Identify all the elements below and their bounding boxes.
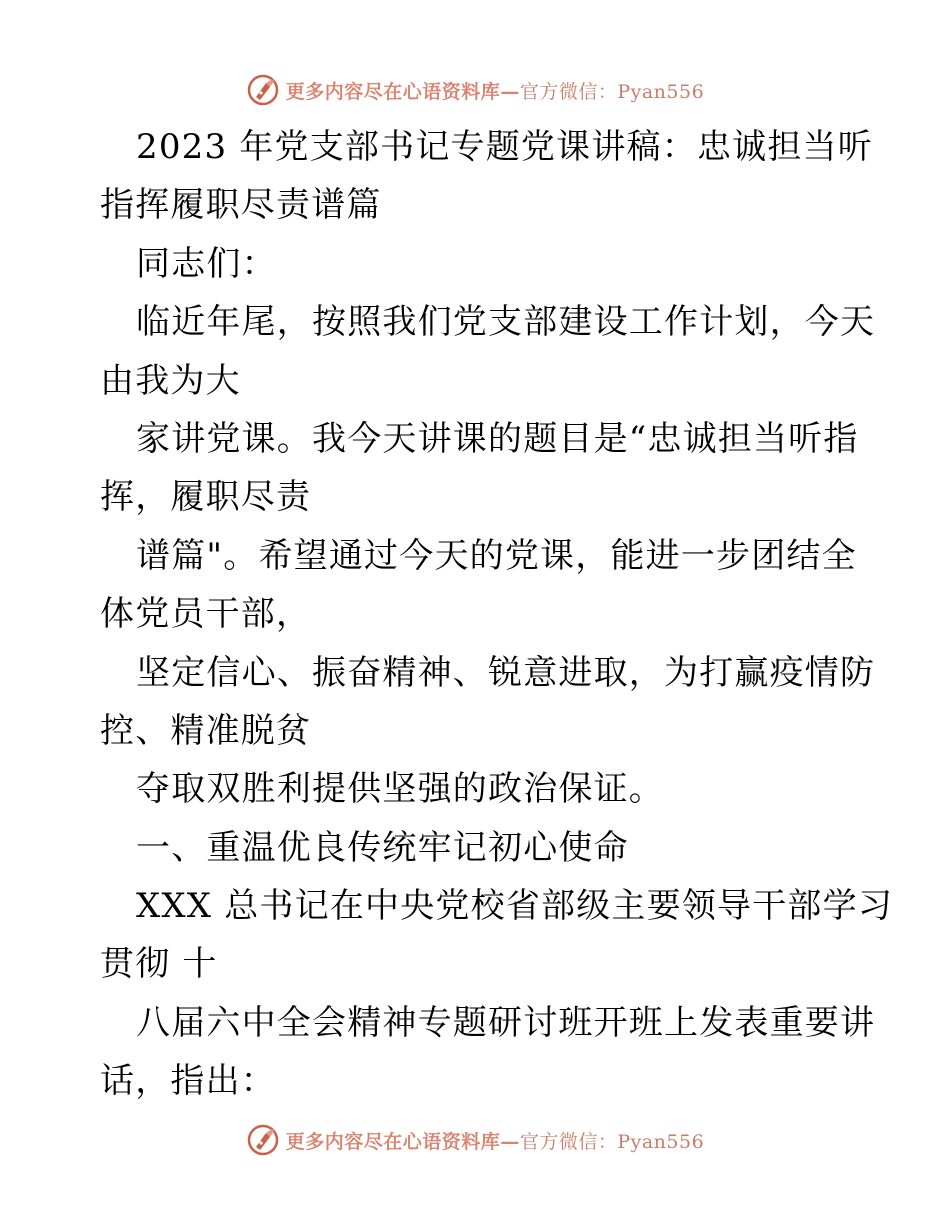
paragraph-line: 挥，履职尽责 (100, 477, 312, 518)
watermark-wechat-label: 官方微信： (519, 80, 618, 103)
pen-nib-logo-icon (246, 73, 280, 107)
title-line-2: 指挥履职尽责谱篇 (100, 185, 382, 226)
watermark-text (286, 77, 704, 104)
watermark-account: Pyan556 (617, 1130, 705, 1153)
watermark-dash: — (500, 80, 520, 103)
title-line-1: 2023 年党支部书记专题党课讲稿：忠诚担当听 (136, 127, 873, 167)
paragraph-line: 由我为大 (100, 360, 241, 401)
paragraph-line: 临近年尾，按照我们党支部建设工作计划，今天 (136, 302, 876, 343)
paragraph-line: 八届六中全会精神专题研讨班开班上发表重要讲 (136, 1002, 876, 1043)
watermark-dash: — (500, 1130, 520, 1153)
paragraph-line: 坚定信心、振奋精神、锐意进取，为打赢疫情防 (136, 652, 876, 693)
paragraph-line: 体党员干部， (100, 594, 312, 635)
footer-watermark (0, 1120, 950, 1160)
section-heading: 一、重温优良传统牢记初心使命 (136, 827, 629, 868)
paragraph-line: 夺取双胜利提供坚强的政治保证。 (136, 769, 664, 810)
pen-nib-logo-icon (246, 1123, 280, 1157)
watermark-main-text: 更多内容尽在心语资料库 (285, 80, 501, 103)
salutation: 同志们： (136, 243, 277, 284)
watermark-wechat-label: 官方微信： (519, 1130, 618, 1153)
header-watermark (0, 70, 950, 110)
document-body (100, 118, 894, 1111)
paragraph-line: 谱篇"。希望通过今天的党课，能进一步团结全 (136, 535, 857, 576)
paragraph-line: 控、精准脱贫 (100, 710, 312, 751)
watermark-text (286, 1127, 704, 1154)
watermark-main-text: 更多内容尽在心语资料库 (285, 1130, 501, 1153)
paragraph-line: XXX 总书记在中央党校省部级主要领导干部学习 (136, 886, 894, 927)
watermark-account: Pyan556 (617, 80, 705, 103)
paragraph-line: 家讲党课。我今天讲课的题目是“忠诚担当听指 (136, 418, 859, 459)
paragraph-line: 话，指出： (100, 1061, 276, 1102)
paragraph-line: 贯彻 十 (100, 944, 218, 985)
